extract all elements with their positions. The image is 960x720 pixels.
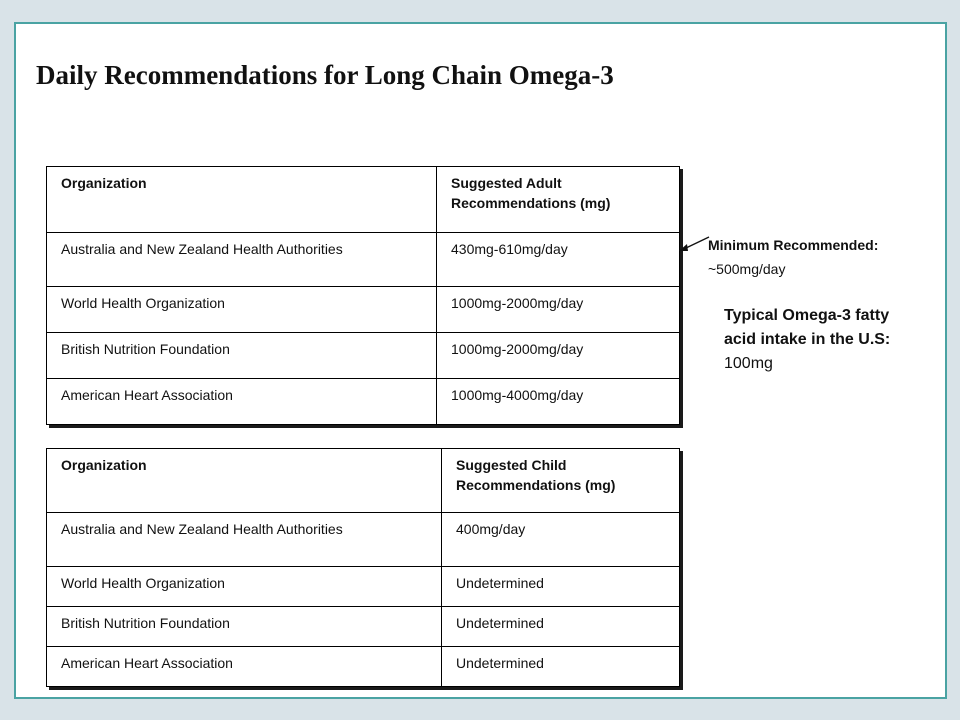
table-row xyxy=(47,607,680,647)
minimum-recommended-value: ~500mg/day xyxy=(708,261,786,277)
page-title: Daily Recommendations for Long Chain Omega-3 xyxy=(36,60,614,90)
typical-intake-note xyxy=(724,304,924,376)
organization-cell: British Nutrition Foundation xyxy=(47,333,437,379)
organization-cell: World Health Organization xyxy=(47,567,442,607)
column-header-adult-recommendation: Suggested Adult Recommendations (mg) xyxy=(437,167,680,233)
table-row xyxy=(47,379,680,425)
table-header-row xyxy=(47,449,680,513)
organization-cell: World Health Organization xyxy=(47,287,437,333)
recommendation-cell: 1000mg-2000mg/day xyxy=(437,333,680,379)
recommendation-cell: Undetermined xyxy=(442,567,680,607)
organization-cell: American Heart Association xyxy=(47,647,442,687)
table-row xyxy=(47,513,680,567)
table-row xyxy=(47,647,680,687)
organization-cell: Australia and New Zealand Health Authorities xyxy=(47,513,442,567)
column-header-organization: Organization xyxy=(47,167,437,233)
table-row xyxy=(47,287,680,333)
adult-recommendations-table xyxy=(46,166,680,425)
recommendation-cell: 430mg-610mg/day xyxy=(437,233,680,287)
recommendation-cell: Undetermined xyxy=(442,607,680,647)
recommendation-cell: 1000mg-2000mg/day xyxy=(437,287,680,333)
column-header-child-recommendation: Suggested Child Recommendations (mg) xyxy=(442,449,680,513)
recommendation-cell: 1000mg-4000mg/day xyxy=(437,379,680,425)
slide-frame xyxy=(14,22,947,699)
table-row xyxy=(47,567,680,607)
organization-cell: Australia and New Zealand Health Authorities xyxy=(47,233,437,287)
minimum-recommended-label: Minimum Recommended: xyxy=(708,237,879,253)
organization-cell: American Heart Association xyxy=(47,379,437,425)
table-row xyxy=(47,333,680,379)
typical-intake-label: Typical Omega-3 fatty acid intake in the U.S: xyxy=(724,307,891,348)
minimum-recommended-note xyxy=(708,233,878,281)
recommendation-cell: Undetermined xyxy=(442,647,680,687)
recommendation-cell: 400mg/day xyxy=(442,513,680,567)
typical-intake-value: 100mg xyxy=(724,355,773,372)
pointer-arrow-icon xyxy=(678,236,710,260)
column-header-organization: Organization xyxy=(47,449,442,513)
table-row xyxy=(47,233,680,287)
organization-cell: British Nutrition Foundation xyxy=(47,607,442,647)
table-header-row xyxy=(47,167,680,233)
child-recommendations-table xyxy=(46,448,680,687)
